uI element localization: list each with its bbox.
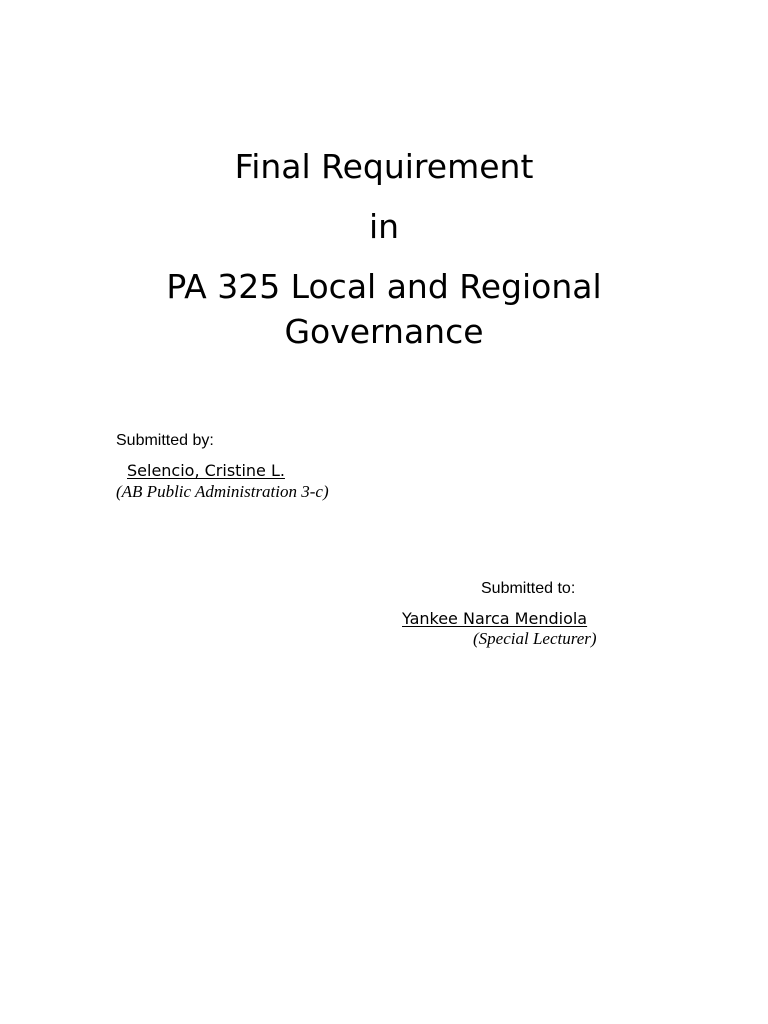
- submitted-to-label: Submitted to:: [481, 580, 576, 597]
- lecturer-name: Yankee Narca Mendiola: [402, 609, 588, 628]
- student-course: (AB Public Administration 3-c): [116, 482, 329, 501]
- submitted-by-label: Submitted by:: [116, 432, 214, 449]
- title-line-4: Governance: [284, 312, 484, 351]
- title-line-3: PA 325 Local and Regional: [166, 267, 602, 306]
- lecturer-role: (Special Lecturer): [473, 629, 597, 648]
- title-line-1: Final Requirement: [234, 147, 534, 186]
- student-name: Selencio, Cristine L.: [127, 461, 285, 480]
- title-line-2: in: [368, 207, 400, 246]
